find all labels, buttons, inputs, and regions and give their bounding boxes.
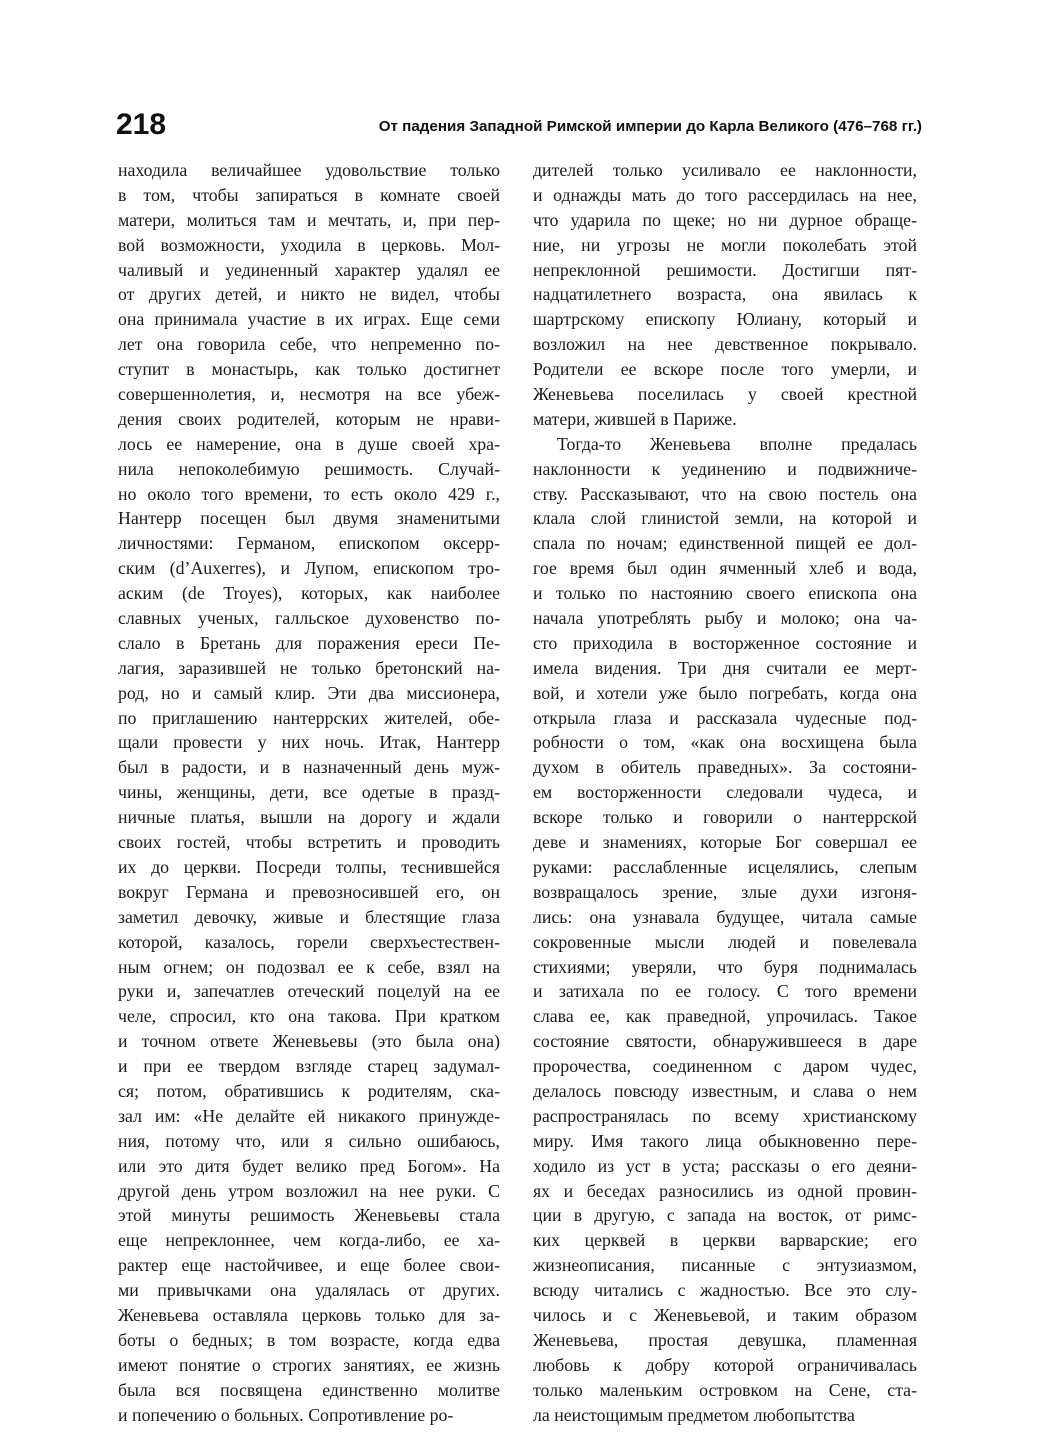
text-line: рактер еще настойчивее, и еще более свои- <box>118 1255 500 1276</box>
text-line: духом в обитель праведных». За состояни- <box>533 757 917 778</box>
text-line: славных ученых, галльское духовенство по- <box>118 608 500 629</box>
text-line: состояние святости, обнаружившееся в даре <box>533 1031 917 1052</box>
text-line: была вся посвящена единственно молитве <box>118 1379 500 1400</box>
text-line: Тогда-то Женевьева вполне предалась <box>557 433 917 454</box>
text-line: нила непоколебимую решимость. Случай- <box>118 458 500 479</box>
text-line: сто приходила в восторженное состояние и <box>533 632 917 653</box>
text-line: лет она говорила себе, что непременно по- <box>118 334 500 355</box>
text-line: ла неистощимым предметом любопытства <box>533 1404 855 1425</box>
text-line: миру. Имя такого лица обыкновенно пере- <box>533 1130 917 1151</box>
text-line: робности о том, «как она восхищена была <box>533 732 917 753</box>
text-line: ции в другую, с запада на восток, от римс- <box>533 1205 917 1226</box>
text-line: имела видения. Три дня считали ее мерт- <box>533 657 917 678</box>
text-line: ходило из уст в уста; рассказы о его деяни- <box>533 1155 917 1176</box>
text-line: их до церкви. Посреди толпы, теснившейся <box>118 856 500 877</box>
text-line: челе, спросил, кто она такова. При кратком <box>118 1006 500 1027</box>
page-header <box>116 108 922 148</box>
text-line: которой, казалось, горели сверхъестествен- <box>118 931 500 952</box>
text-line: но около того времени, то есть около 429 г., <box>118 483 500 504</box>
text-line: матери, молиться там и мечтать, и, при пер- <box>118 209 500 230</box>
text-line: лось ее намерение, она в душе своей хра- <box>118 433 500 454</box>
text-line: непреклонной решимости. Достигши пят- <box>533 259 917 280</box>
text-line: или это дитя будет велико пред Богом». На <box>118 1155 500 1176</box>
text-line: что ударила по щеке; но ни дурное обраще- <box>533 209 917 230</box>
text-line: ся; потом, обратившись к родителям, ска- <box>118 1080 500 1101</box>
text-line: всюду читались с жадностью. Все это слу- <box>533 1280 917 1301</box>
text-line: этой минуты решимость Женевьевы стала <box>118 1205 500 1226</box>
text-line: чины, женщины, дети, все одетые в празд- <box>118 782 500 803</box>
text-line: дителей только усиливало ее наклонности, <box>533 160 917 180</box>
text-line: открыла глаза и рассказала чудесные под- <box>533 707 917 728</box>
text-line: был в радости, и в назначенный день муж- <box>118 757 500 778</box>
text-line: и точном ответе Женевьевы (это была она) <box>118 1031 500 1052</box>
text-line: от других детей, и никто не видел, чтобы <box>118 284 500 305</box>
text-line: ступит в монастырь, как только достигнет <box>118 359 500 380</box>
text-line: слало в Бретань для поражения ереси Пе- <box>118 632 500 653</box>
text-line: еще непреклоннее, чем когда-либо, ее ха- <box>118 1230 500 1251</box>
text-line: вскоре только и говорили о нантеррской <box>533 807 917 828</box>
text-line: Женевьева, простая девушка, пламенная <box>533 1329 917 1350</box>
text-line: наклонности к уединению и подвижниче- <box>533 458 917 479</box>
text-line: возложил на нее девственное покрывало. <box>533 334 917 355</box>
text-line: шартрскому епископу Юлиану, который и <box>533 309 917 330</box>
text-line: вокруг Германа и превозносившей его, он <box>118 881 500 902</box>
text-line: чилось и с Женевьевой, и таким образом <box>533 1304 917 1325</box>
left-text-column <box>118 158 500 1427</box>
text-line: ным огнем; он подозвал ее к себе, взял на <box>118 956 500 977</box>
text-line: лись: она узнавала будущее, читала самые <box>533 906 917 927</box>
text-line: клала слой глинистой земли, на которой и <box>533 508 917 529</box>
text-line: ких церквей в церкви варварские; его <box>533 1230 917 1251</box>
text-line: аским (de Troyes), которых, как наиболее <box>118 583 500 604</box>
text-line: лагия, заразившей не только бретонский на- <box>118 657 500 678</box>
text-line: чаливый и уединенный характер удалял ее <box>118 259 500 280</box>
text-line: щали провести у них ночь. Итак, Нантерр <box>118 732 500 753</box>
text-line: любовь к добру которой ограничивалась <box>533 1354 917 1375</box>
text-line: деве и знамениях, которые Бог совершал ее <box>533 832 917 853</box>
page-number: 218 <box>116 108 167 141</box>
text-line: начала употреблять рыбу и молоко; она ча- <box>533 608 917 629</box>
text-line: пророчества, соединенном с даром чудес, <box>533 1056 917 1077</box>
text-line: сокровенные мысли людей и повелевала <box>533 931 917 952</box>
text-line: надцатилетнего возраста, она явилась к <box>533 284 917 305</box>
text-line: имеют понятие о строгих занятиях, ее жизнь <box>118 1354 500 1375</box>
text-line: вой возможности, уходила в церковь. Мол- <box>118 234 500 255</box>
text-line: ми привычками она удалялась от других. <box>118 1280 500 1301</box>
running-title: От падения Западной Римской империи до Карла Великого (476–768 гг.) <box>378 118 922 135</box>
text-line: другой день утром возложил на нее руки. С <box>118 1180 500 1201</box>
text-line: и попечению о больных. Сопротивление ро- <box>118 1404 454 1425</box>
text-line: возвращалось зрение, злые духи изгоня- <box>533 881 917 902</box>
text-line: личностями: Германом, епископом оксерр- <box>118 533 500 554</box>
text-line: руки и, запечатлев отеческий поцелуй на ее <box>118 981 500 1002</box>
text-line: и только по настоянию своего епископа она <box>533 583 917 604</box>
text-line: ние, ни угрозы не могли поколебать этой <box>533 234 917 255</box>
text-line: ничные платья, вышли на дорогу и ждали <box>118 807 500 828</box>
text-line: и затихала по ее голосу. С того времени <box>533 981 917 1002</box>
text-line: гое время был один ячменный хлеб и вода, <box>533 558 917 579</box>
text-line: распространялась по всему христианскому <box>533 1105 917 1126</box>
text-line: своих гостей, чтобы встретить и проводить <box>118 832 500 853</box>
text-line: зал им: «Не делайте ей никакого принужде- <box>118 1105 500 1126</box>
text-line: ния, потому что, или я сильно ошибаюсь, <box>118 1130 500 1151</box>
text-line: спала по ночам; единственной пищей ее дол- <box>533 533 917 554</box>
text-line: и однажды мать до того рассердилась на нее, <box>533 184 917 205</box>
text-line: жизнеописания, писанные с энтузиазмом, <box>533 1255 917 1276</box>
text-line: ству. Рассказывают, что на свою постель она <box>533 483 917 504</box>
text-line: Женевьева оставляла церковь только для за- <box>118 1304 500 1325</box>
right-text-column <box>533 158 917 1427</box>
text-line: род, но и самый клир. Эти два миссионера, <box>118 682 500 703</box>
text-line: слава ее, как праведной, упрочилась. Такое <box>533 1006 917 1027</box>
text-line: находила величайшее удовольствие только <box>118 160 500 180</box>
text-line: она принимала участие в их играх. Еще семи <box>118 309 500 330</box>
text-line: делалось повсюду известным, и слава о нем <box>533 1080 917 1101</box>
text-line: заметил девочку, живые и блестящие глаза <box>118 906 500 927</box>
text-line: ским (d’Auxerres), и Лупом, епископом тро- <box>118 558 500 579</box>
text-line: вой, и хотели уже было погребать, когда она <box>533 682 917 703</box>
text-line: руками: расслабленные исцелялись, слепым <box>533 856 917 877</box>
text-line: только маленьким островком на Сене, ста- <box>533 1379 917 1400</box>
text-line: Родители ее вскоре после того умерли, и <box>533 359 917 380</box>
text-line: по приглашению нантеррских жителей, обе- <box>118 707 500 728</box>
text-line: матери, жившей в Париже. <box>533 408 737 429</box>
text-line: дения своих родителей, которым не нрави- <box>118 408 500 429</box>
text-line: и при ее твердом взгляде старец задумал- <box>118 1056 500 1077</box>
text-line: боты о бедных; в том возрасте, когда едва <box>118 1329 500 1350</box>
text-line: ем восторженности следовали чудеса, и <box>533 782 917 803</box>
text-line: совершеннолетия, и, несмотря на все убеж- <box>118 384 500 405</box>
text-line: стихиями; уверяли, что буря поднималась <box>533 956 917 977</box>
text-line: Женевьева поселилась у своей крестной <box>533 384 917 405</box>
text-line: Нантерр посещен был двумя знаменитыми <box>118 508 500 529</box>
text-line: в том, чтобы запираться в комнате своей <box>118 184 500 205</box>
text-line: ях и беседах разносились из одной провин- <box>533 1180 917 1201</box>
